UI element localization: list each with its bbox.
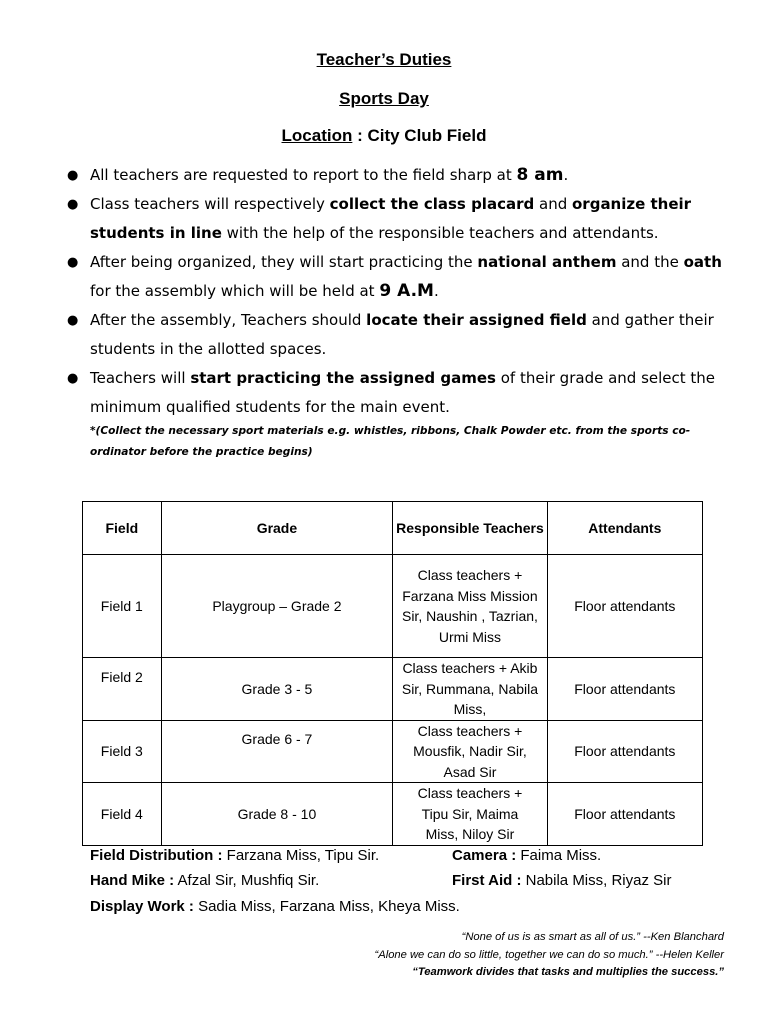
table-row — [83, 555, 703, 658]
bullet-dot-icon: ● — [67, 168, 79, 183]
attendants-cell: Floor attendants — [547, 783, 702, 846]
location-value: : City Club Field — [352, 126, 487, 145]
first-aid-line: First Aid : Nabila Miss, Riyaz Sir — [452, 872, 672, 889]
column-header-teachers: Responsible Teachers — [393, 502, 547, 555]
bullet-dot-icon: ● — [67, 255, 79, 270]
grade-cell: Grade 6 - 7 — [161, 720, 393, 783]
grade-cell: Grade 8 - 10 — [161, 783, 393, 846]
table-row — [83, 658, 703, 721]
table-header-row — [83, 502, 703, 555]
attendants-cell: Floor attendants — [547, 720, 702, 783]
field-distribution-line: Field Distribution : Farzana Miss, Tipu Sir. — [90, 847, 380, 864]
duty-item-4: ● After the assembly, Teachers should locate their assigned field and gather their students in the allotted spaces. — [62, 306, 732, 364]
quote-3: “Teamwork divides that tasks and multiplies the success.” — [412, 966, 724, 978]
field-cell: Field 3 — [83, 720, 162, 783]
column-header-grade: Grade — [161, 502, 393, 555]
teachers-cell: Class teachers + Farzana Miss Mission Sir, Naushin , Tazrian, Urmi Miss — [393, 555, 547, 658]
quote-1: “None of us is as smart as all of us.” --Ken Blanchard — [461, 931, 724, 943]
table-row — [83, 720, 703, 783]
duty-item-5: ● Teachers will start practicing the assigned games of their grade and select the minimum qualified students for the main event. — [62, 364, 732, 422]
duty-item-3: ● After being organized, they will start practicing the national anthem and the oath for the assembly which will be held at 9 A.M. — [62, 248, 732, 306]
field-cell: Field 2 — [83, 658, 162, 721]
field-cell: Field 4 — [83, 783, 162, 846]
grade-cell: Grade 3 - 5 — [161, 658, 393, 721]
materials-note: *(Collect the necessary sport materials e.g. whistles, ribbons, Chalk Powder etc. from the sports co-ordinator before the practice begins) — [90, 425, 691, 458]
column-header-attendants: Attendants — [547, 502, 702, 555]
quote-2: “Alone we can do so little, together we can do so much.” --Helen Keller — [374, 948, 724, 961]
field-cell: Field 1 — [83, 555, 162, 658]
field-assignment-table — [82, 501, 703, 846]
display-work-line: Display Work : Sadia Miss, Farzana Miss, Kheya Miss. — [90, 898, 460, 915]
teachers-cell: Class teachers + Tipu Sir, Maima Miss, Niloy Sir — [393, 783, 547, 846]
teachers-cell: Class teachers + Akib Sir, Rummana, Nabila Miss, — [393, 658, 547, 721]
bullet-dot-icon: ● — [67, 313, 79, 328]
duty-item-2: ● Class teachers will respectively collect the class placard and organize their students in line with the help of the responsible teachers and attendants. — [62, 190, 732, 248]
attendants-cell: Floor attendants — [547, 555, 702, 658]
grade-cell: Playgroup – Grade 2 — [161, 555, 393, 658]
teachers-cell: Class teachers + Mousfik, Nadir Sir, Asad Sir — [393, 720, 547, 783]
duties-list — [62, 161, 732, 422]
table-row — [83, 783, 703, 846]
duty-item-1: ● All teachers are requested to report to the field sharp at 8 am. — [62, 161, 732, 190]
location-label: Location — [281, 126, 353, 145]
camera-line: Camera : Faima Miss. — [452, 847, 602, 864]
page-subtitle: Sports Day — [339, 89, 429, 108]
hand-mike-line: Hand Mike : Afzal Sir, Mushfiq Sir. — [90, 872, 320, 889]
bullet-dot-icon: ● — [67, 197, 79, 212]
location-line — [0, 126, 768, 146]
quotes-block — [375, 929, 724, 982]
column-header-field: Field — [83, 502, 162, 555]
attendants-cell: Floor attendants — [547, 658, 702, 721]
bullet-dot-icon: ● — [67, 371, 79, 386]
page-title: Teacher’s Duties — [316, 50, 452, 69]
